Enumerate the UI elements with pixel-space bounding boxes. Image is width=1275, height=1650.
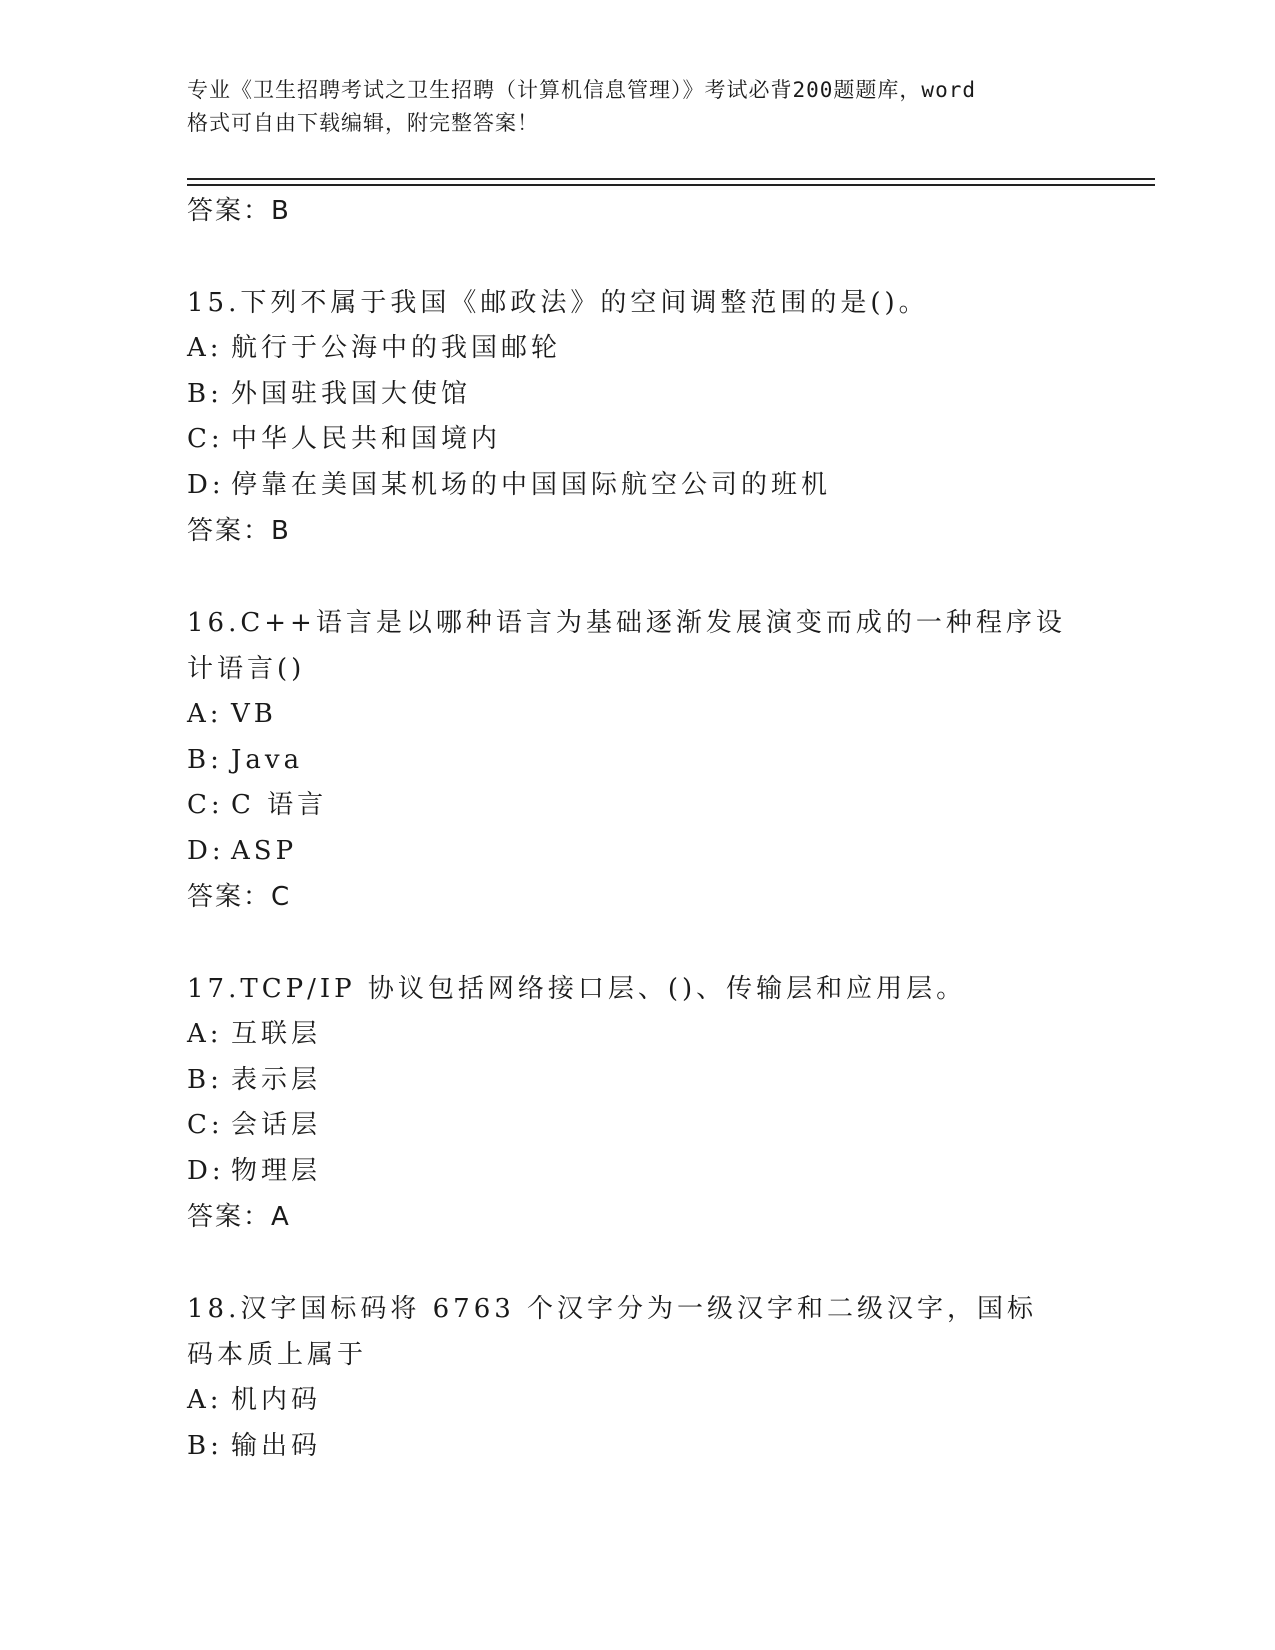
option-key: D: — [187, 469, 225, 500]
option-b — [187, 1058, 1087, 1104]
option-text: 互联层 — [231, 1019, 322, 1049]
option-key: C: — [187, 790, 224, 820]
question-16 — [187, 600, 1087, 920]
option-text: 外国驻我国大使馆 — [231, 378, 472, 409]
option-text: 停靠在美国某机场的中国国际航空公司的班机 — [231, 469, 832, 500]
option-c — [187, 1103, 1087, 1149]
answer: 答案：C — [187, 882, 292, 912]
option-key: B: — [187, 744, 223, 775]
option-a — [187, 1012, 1087, 1058]
option-text: ASP — [231, 835, 298, 866]
option-key: A: — [187, 1019, 223, 1049]
answer: 答案：B — [187, 516, 291, 546]
option-c — [187, 783, 1087, 829]
option-key: C: — [187, 1110, 224, 1140]
answer: 答案：A — [187, 1202, 291, 1232]
header-rule-bottom — [187, 184, 1155, 186]
option-key: A: — [187, 1385, 223, 1415]
document-body — [187, 188, 1087, 1469]
header-rule-top — [187, 178, 1155, 180]
option-text: Java — [231, 744, 304, 775]
option-key: A: — [187, 699, 223, 729]
option-d — [187, 829, 1087, 875]
previous-answer: 答案：B — [187, 196, 291, 226]
document-header — [187, 74, 1087, 140]
option-text: 物理层 — [231, 1155, 322, 1186]
question-text: 16.C++语言是以哪种语言为基础逐渐发展演变而成的一种程序设计语言() — [187, 608, 1066, 684]
header-line-2: 格式可自由下载编辑，附完整答案！ — [187, 111, 539, 135]
option-text: C 语言 — [231, 790, 328, 820]
option-b — [187, 738, 1087, 784]
option-text: 航行于公海中的我国邮轮 — [231, 333, 562, 363]
option-b — [187, 1424, 1087, 1470]
option-text: 机内码 — [231, 1385, 322, 1415]
option-key: B: — [187, 378, 223, 409]
question-15 — [187, 280, 1087, 554]
option-a — [187, 1378, 1087, 1424]
option-key: D: — [187, 1155, 225, 1186]
option-a — [187, 326, 1087, 372]
option-text: 输出码 — [231, 1430, 322, 1461]
option-c — [187, 417, 1087, 463]
header-line-1: 专业《卫生招聘考试之卫生招聘（计算机信息管理）》考试必背200题题库，word — [187, 78, 976, 102]
option-key: A: — [187, 333, 223, 363]
option-text: 中华人民共和国境内 — [231, 424, 502, 454]
option-key: C: — [187, 424, 224, 454]
question-text: 17.TCP/IP 协议包括网络接口层、()、传输层和应用层。 — [187, 974, 967, 1004]
option-a — [187, 692, 1087, 738]
question-text: 18.汉字国标码将 6763 个汉字分为一级汉字和二级汉字，国标码本质上属于 — [187, 1294, 1038, 1370]
question-18 — [187, 1286, 1087, 1469]
option-key: B: — [187, 1430, 223, 1461]
option-text: 表示层 — [231, 1064, 322, 1095]
question-text: 15.下列不属于我国《邮政法》的空间调整范围的是()。 — [187, 288, 929, 318]
option-key: B: — [187, 1064, 223, 1095]
option-text: 会话层 — [231, 1110, 322, 1140]
option-b — [187, 372, 1087, 418]
option-text: VB — [231, 699, 277, 729]
option-d — [187, 463, 1087, 509]
option-key: D: — [187, 835, 225, 866]
question-17 — [187, 966, 1087, 1240]
option-d — [187, 1149, 1087, 1195]
